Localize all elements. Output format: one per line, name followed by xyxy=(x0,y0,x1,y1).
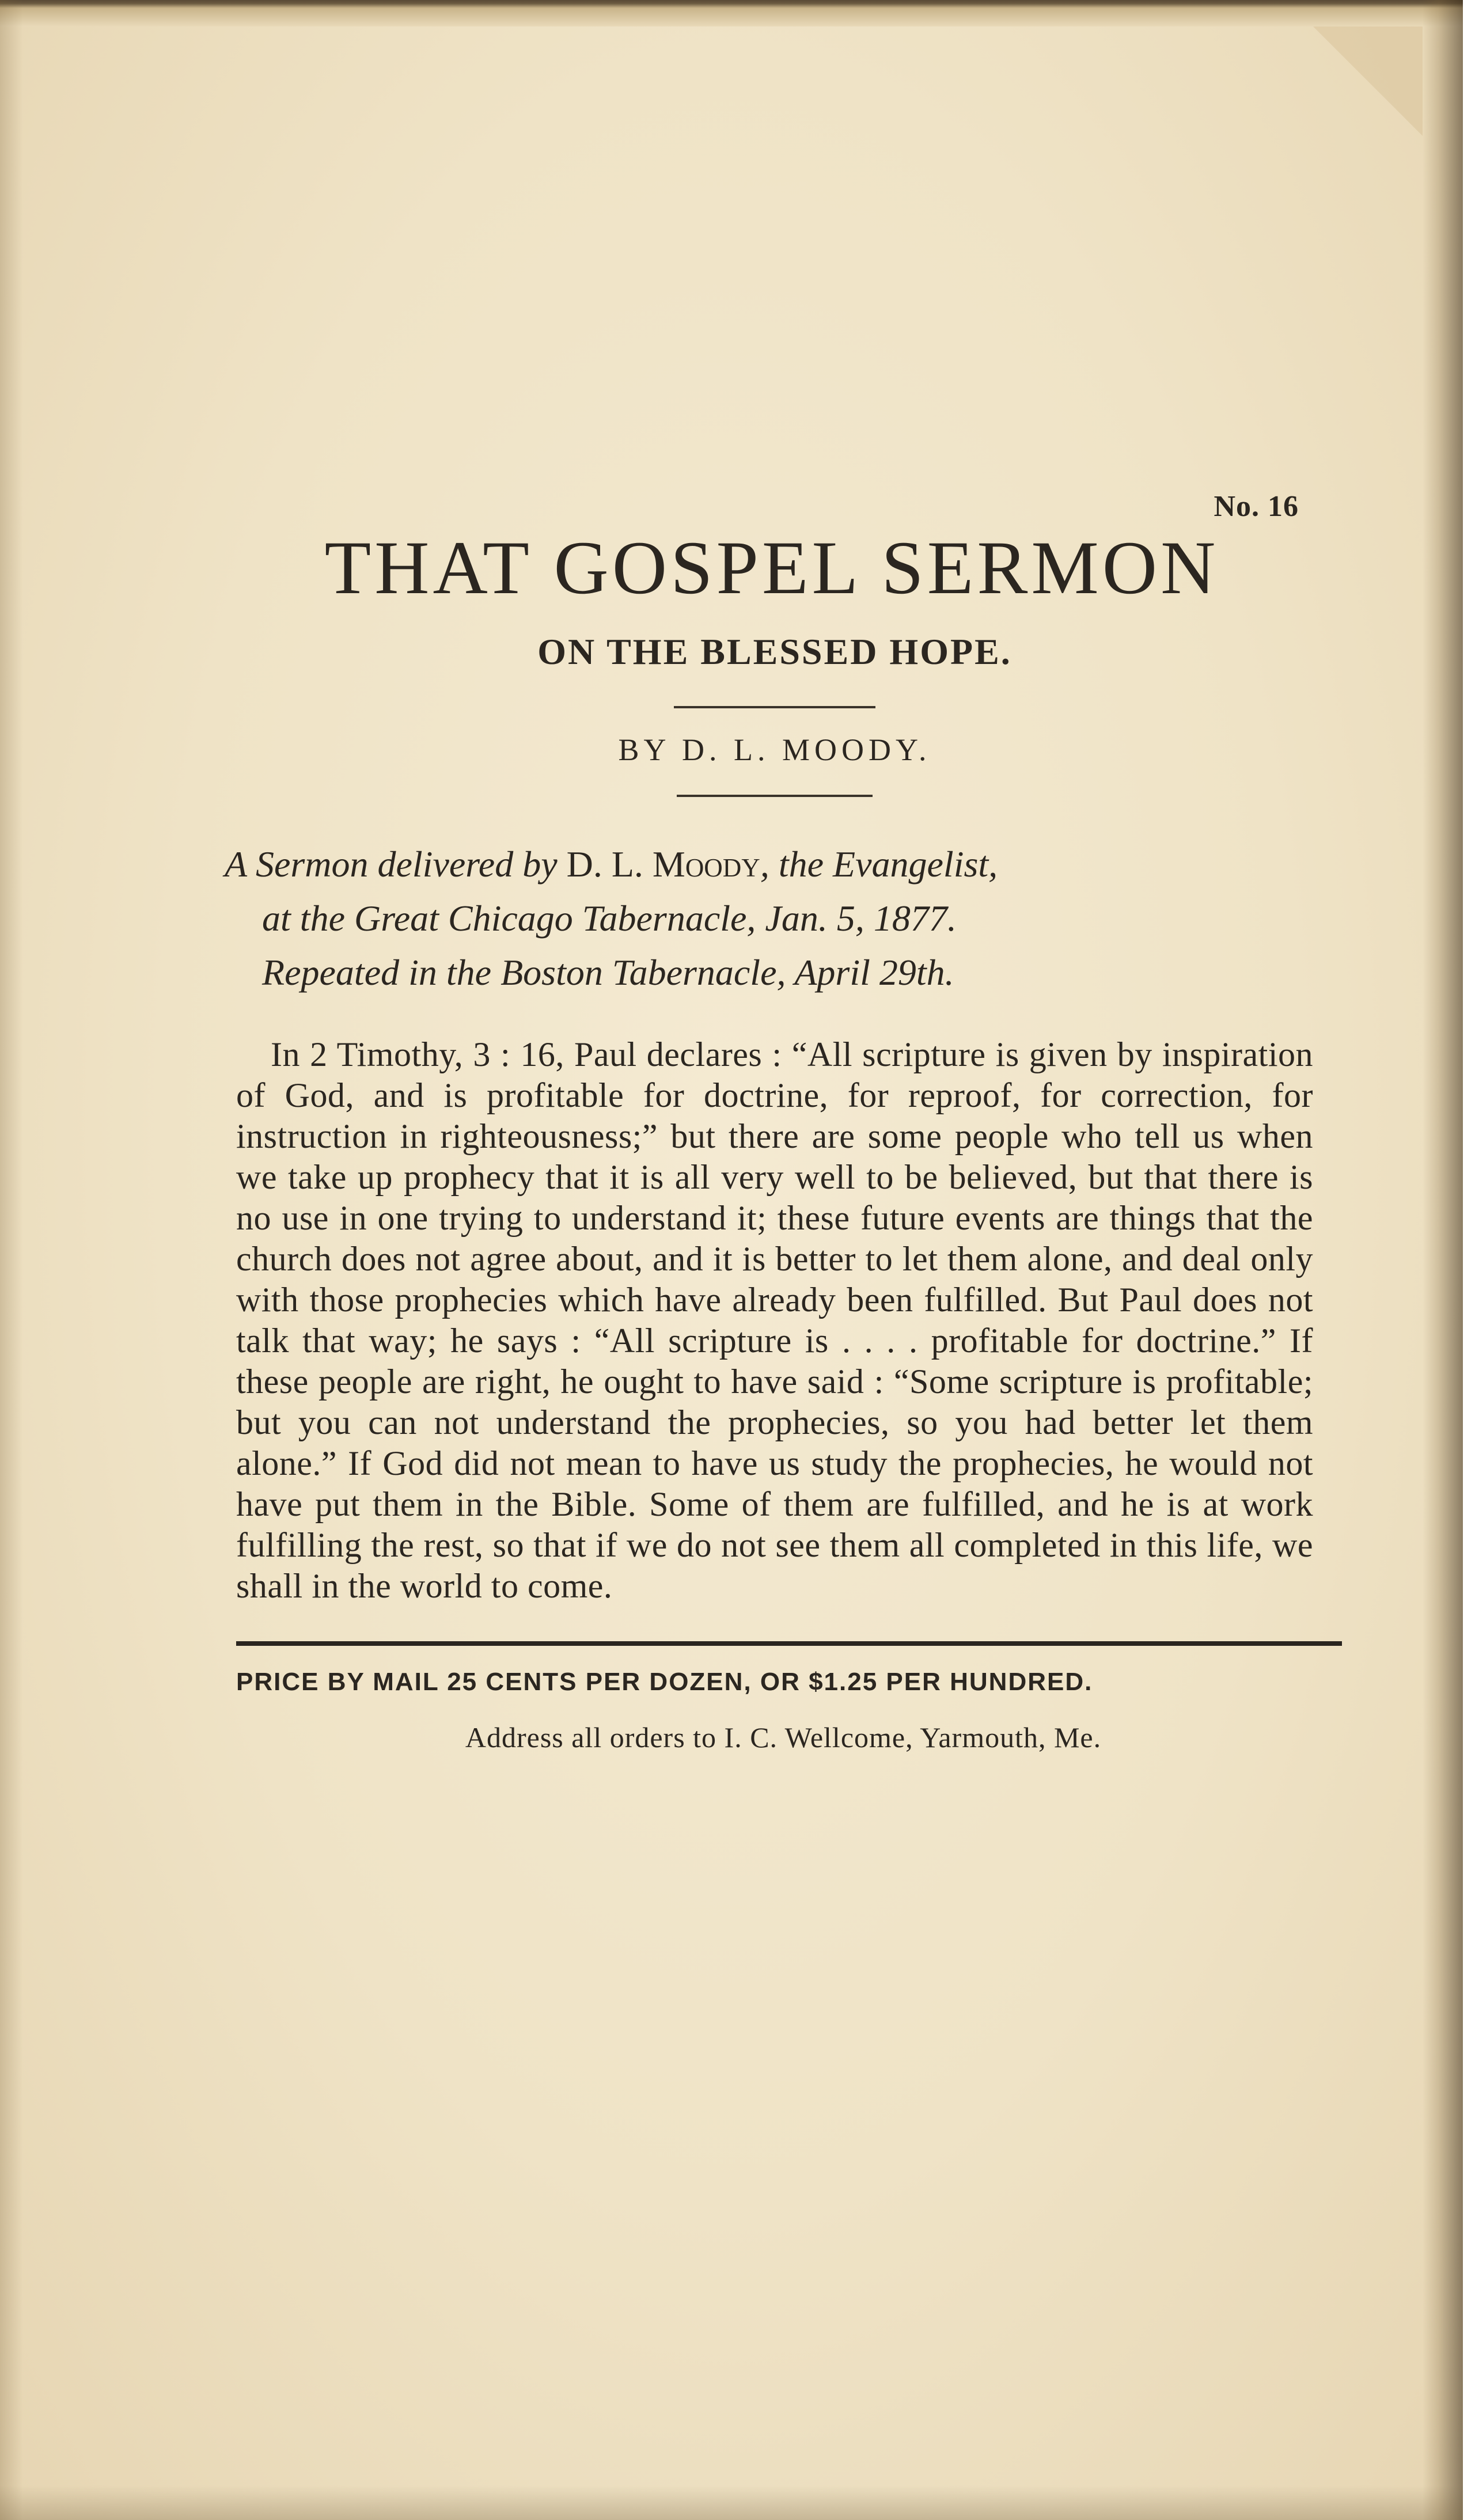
author-byline: BY D. L. MOODY. xyxy=(618,733,931,767)
page-corner-fold xyxy=(1313,26,1423,136)
divider-rule xyxy=(674,706,875,708)
sermon-intro xyxy=(225,837,1330,1000)
footer-rule xyxy=(236,1641,1342,1646)
intro-line xyxy=(225,837,1330,891)
intro-line: at the Great Chicago Tabernacle, Jan. 5, 1877. xyxy=(262,898,957,939)
page-left-edge xyxy=(0,0,23,2520)
divider-rule xyxy=(677,795,873,797)
author-name: D. L. Moody xyxy=(566,844,760,885)
page-subtitle: ON THE BLESSED HOPE. xyxy=(537,631,1012,672)
page-bottom-edge xyxy=(0,2485,1463,2520)
intro-text: , the Evangelist, xyxy=(760,844,998,885)
order-address: Address all orders to I. C. Wellcome, Yarmouth, Me. xyxy=(465,1721,1102,1754)
price-line: PRICE BY MAIL 25 CENTS PER DOZEN, OR $1.25 PER HUNDRED. xyxy=(236,1668,1093,1696)
intro-line: Repeated in the Boston Tabernacle, April 29th. xyxy=(262,952,954,993)
page-title: THAT GOSPEL SERMON xyxy=(324,525,1219,610)
intro-text: A Sermon delivered by xyxy=(225,844,567,885)
pamphlet-content xyxy=(219,489,1330,1754)
pamphlet-number: No. 16 xyxy=(1214,490,1299,523)
page-right-edge xyxy=(1423,0,1463,2520)
page-top-edge xyxy=(0,0,1463,26)
sermon-body-paragraph: In 2 Timothy, 3 : 16, Paul declares : “All scripture is given by inspiration of God, and is profitable for doctrine, for reproof, for correction, for instruction in righteousness;” but there are some people who tell us when we take up prophecy that it is all very well to be believed, but that there is no use in one trying to understand it; these future events are things that the church does not agree about, and it is better to let them alone, and deal only with those prophecies which have already been fulfilled. But Paul does not talk that way; he says : “All scripture is . . . . profitable for doctrine.” If these people are right, he ought to have said : “Some scripture is profitable; but you can not understand the prophecies, so you had better let them alone.” If God did not mean to have us study the prophecies, he would not have put them in the Bible. Some of them are fulfilled, and he is at work fulfilling the rest, so that if we do not see them all completed in this life, we shall in the world to come. xyxy=(236,1035,1313,1605)
